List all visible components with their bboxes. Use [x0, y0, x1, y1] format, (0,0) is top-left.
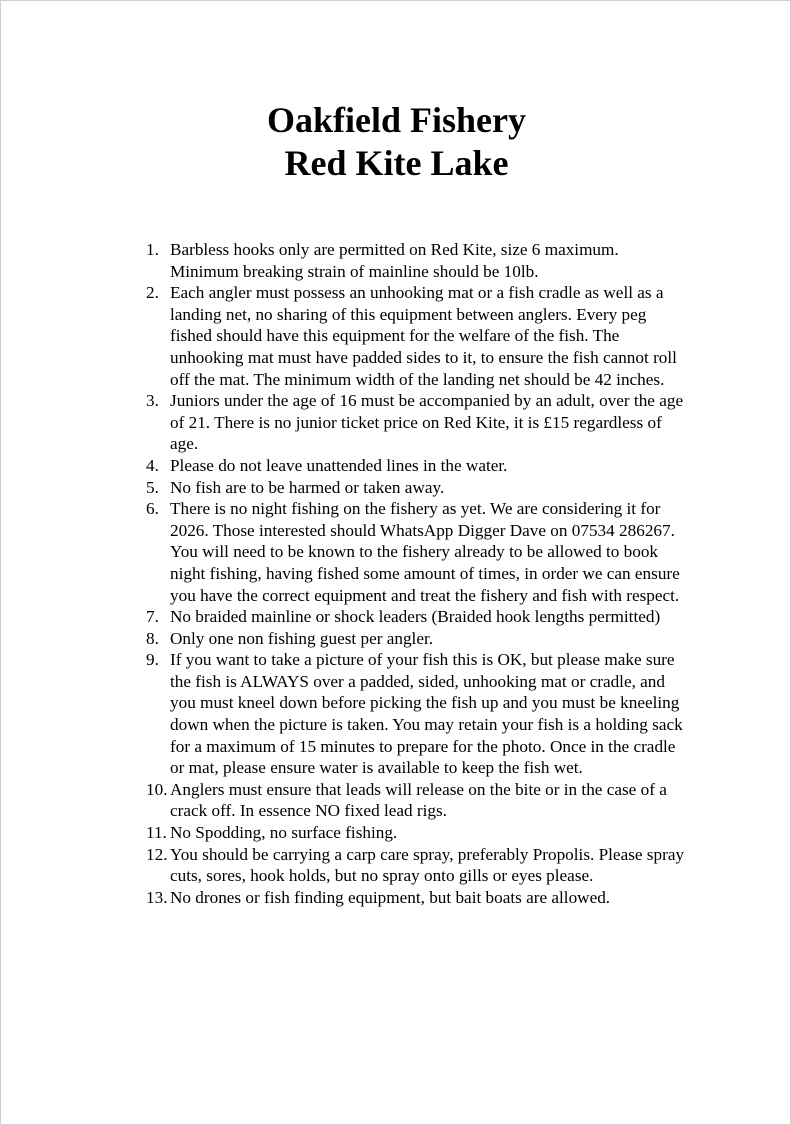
- rule-text: Juniors under the age of 16 must be accompanied by an adult, over the age of 21. There is no junior ticket price on Red Kite, it is £15 regardless of age.: [170, 391, 684, 454]
- rule-number: 2.: [146, 283, 159, 303]
- rule-text: Please do not leave unattended lines in the water.: [170, 455, 508, 475]
- rule-item: [146, 455, 686, 477]
- rule-item: [146, 239, 686, 282]
- rule-text: Only one non fishing guest per angler.: [170, 628, 434, 648]
- rule-number: 4.: [146, 455, 159, 475]
- rule-text: No drones or fish finding equipment, but bait boats are allowed.: [170, 887, 611, 907]
- rule-number: 1.: [146, 240, 159, 259]
- rule-item: [146, 844, 686, 887]
- rule-item: [146, 822, 686, 844]
- rule-number: 11.: [146, 823, 167, 843]
- page-title: [1, 99, 791, 185]
- rule-item: [146, 628, 686, 650]
- rules-list: [146, 239, 686, 908]
- rule-text: Anglers must ensure that leads will release on the bite or in the case of a crack off. In essence NO fixed lead rigs.: [170, 779, 667, 821]
- rule-text: If you want to take a picture of your fish this is OK, but please make sure the fish is ALWAYS over a padded, sided, unhooking mat or cradle, and you must kneel down before picking the fish up and you must be kneeling down when the picture is taken. You may retain your fish is a holding sack for a maximum of 15 minutes to prepare for the photo. Once in the cradle or mat, please ensure water is available to keep the fish wet.: [170, 650, 683, 778]
- rule-number: 12.: [146, 844, 168, 864]
- rule-number: 8.: [146, 628, 159, 648]
- rule-text: No Spodding, no surface fishing.: [170, 823, 398, 843]
- rule-item: [146, 477, 686, 499]
- rule-item: [146, 498, 686, 606]
- rule-text: Each angler must possess an unhooking mat or a fish cradle as well as a landing net, no sharing of this equipment between anglers. Every peg fished should have this equipment for the welfare of the fish. The unhooking mat must have padded sides to it, to ensure the fish cannot roll off the mat. The minimum width of the landing net should be 42 inches.: [170, 283, 677, 389]
- rule-number: 6.: [146, 499, 159, 519]
- rule-number: 9.: [146, 650, 159, 670]
- rule-number: 13.: [146, 887, 168, 907]
- rule-text: There is no night fishing on the fishery as yet. We are considering it for 2026. Those interested should WhatsApp Digger Dave on 07534 286267. You will need to be known to the fishery already to be allowed to book night fishing, having fished some amount of times, in order we can ensure you have the correct equipment and treat the fishery and fish with respect.: [170, 499, 680, 605]
- rule-item: [146, 282, 686, 390]
- rule-item: [146, 779, 686, 822]
- title-lake-name: Red Kite Lake: [284, 143, 509, 183]
- rule-item: [146, 649, 686, 779]
- rule-text: No fish are to be harmed or taken away.: [170, 477, 445, 497]
- rule-text: No braided mainline or shock leaders (Braided hook lengths permitted): [170, 607, 661, 627]
- rule-text: Barbless hooks only are permitted on Red Kite, size 6 maximum. Minimum breaking strain of mainline should be 10lb.: [170, 240, 619, 281]
- rule-item: [146, 606, 686, 628]
- rule-number: 3.: [146, 391, 159, 411]
- rule-item: [146, 887, 686, 909]
- rule-number: 5.: [146, 477, 159, 497]
- rule-number: 10.: [146, 779, 168, 799]
- title-fishery-name: Oakfield Fishery: [267, 100, 526, 140]
- rule-item: [146, 390, 686, 455]
- rule-text: You should be carrying a carp care spray, preferably Propolis. Please spray cuts, sores, hook holds, but no spray onto gills or eyes please.: [170, 844, 685, 886]
- rule-number: 7.: [146, 607, 159, 627]
